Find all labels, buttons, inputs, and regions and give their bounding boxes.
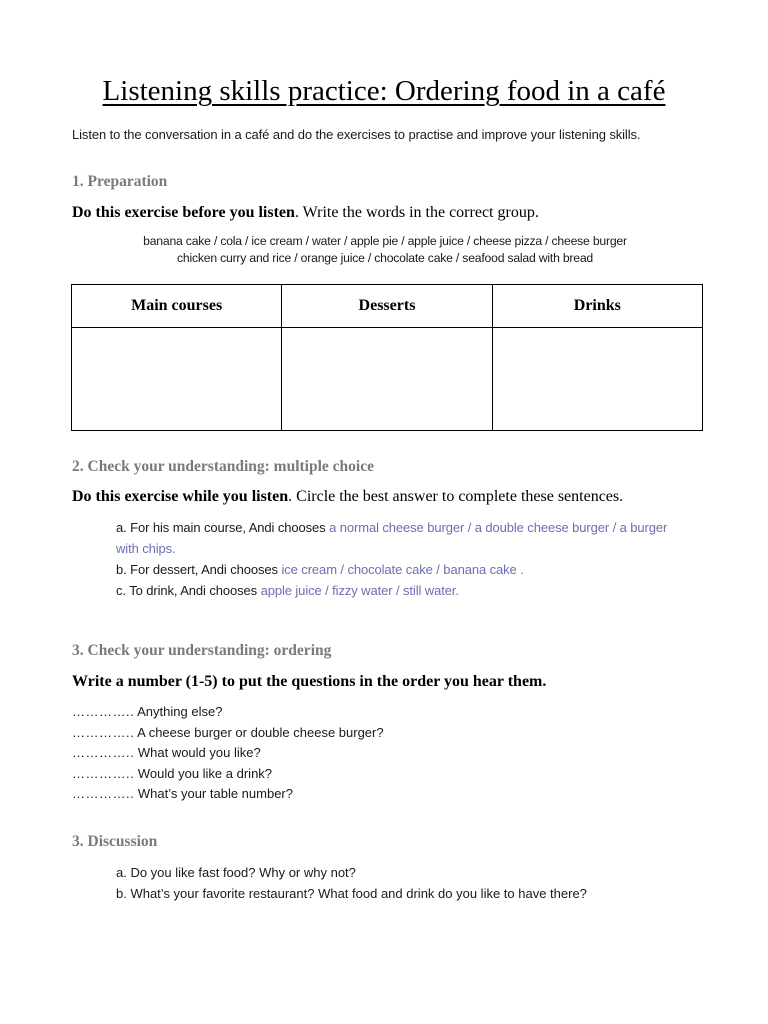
word-groups-table [71, 284, 703, 431]
cell-main-courses[interactable] [72, 328, 282, 431]
answer-blank[interactable]: ………….. [72, 745, 135, 760]
mc-item-b-prefix: b. For dessert, Andi chooses [116, 562, 282, 577]
question-text: A cheese burger or double cheese burger? [137, 724, 384, 740]
multiple-choice-instruction-bold: Do this exercise while you listen [72, 488, 289, 505]
page-title: Listening skills practice: Ordering food in a café [102, 75, 666, 107]
mc-item-a [116, 517, 676, 559]
multiple-choice-instruction-rest: . Circle the best answer to complete these sentences. [288, 488, 624, 505]
mc-item-b-options[interactable]: ice cream / chocolate cake / banana cake . [281, 562, 524, 577]
discussion-list [116, 862, 587, 904]
answer-blank[interactable]: ………….. [72, 786, 135, 801]
mc-item-c-prefix: c. To drink, Andi chooses [116, 583, 261, 598]
question-text: Anything else? [137, 704, 223, 719]
word-bank [72, 233, 698, 267]
ordering-item-2 [72, 723, 384, 744]
ordering-item-3 [72, 743, 384, 764]
mc-item-a-prefix: a. For his main course, Andi chooses [116, 520, 330, 535]
discussion-item-a: a. Do you like fast food? Why or why not? [116, 865, 356, 880]
intro-text: Listen to the conversation in a café and do the exercises to practise and improve your listening skills. [72, 127, 641, 142]
answer-blank[interactable]: ………….. [72, 724, 135, 740]
cell-drinks[interactable] [492, 328, 702, 431]
ordering-item-5 [72, 784, 384, 805]
header-drinks: Drinks [492, 285, 702, 328]
word-bank-line-2: chicken curry and rice / orange juice / chocolate cake / seafood salad with bread [176, 251, 594, 265]
mc-item-c [116, 580, 676, 601]
ordering-list [72, 702, 384, 805]
header-desserts: Desserts [282, 285, 492, 328]
mc-item-a-options[interactable]: a normal cheese burger / a double cheese burger / a burger with chips. [116, 520, 668, 556]
answer-blank[interactable]: ………….. [72, 704, 135, 719]
section-heading-discussion: 3. Discussion [72, 833, 158, 850]
cell-desserts[interactable] [282, 328, 492, 431]
discussion-item-b: b. What’s your favorite restaurant? What food and drink do you like to have there? [116, 886, 587, 901]
ordering-item-1 [72, 702, 384, 723]
word-bank-line-1: banana cake / cola / ice cream / water / apple pie / apple juice / cheese pizza / cheese burger [143, 234, 627, 248]
question-text: What’s your table number? [137, 786, 293, 801]
question-text: Would you like a drink? [137, 765, 273, 781]
preparation-instruction-bold: Do this exercise before you listen [72, 204, 295, 221]
header-main-courses: Main courses [72, 285, 282, 328]
section-heading-multiple-choice: 2. Check your understanding: multiple choice [72, 458, 374, 475]
mc-item-b [116, 559, 676, 580]
question-text: What would you like? [137, 745, 261, 760]
multiple-choice-instruction [72, 488, 623, 506]
preparation-instruction-rest: . Write the words in the correct group. [294, 204, 539, 221]
ordering-item-4 [72, 764, 384, 785]
ordering-instruction: Write a number (1-5) to put the questions in the order you hear them. [72, 673, 547, 690]
answer-blank[interactable]: ………….. [72, 765, 135, 781]
section-heading-ordering: 3. Check your understanding: ordering [72, 642, 332, 659]
section-heading-preparation: 1. Preparation [72, 173, 168, 190]
multiple-choice-list [116, 517, 676, 601]
mc-item-c-options[interactable]: apple juice / fizzy water / still water. [260, 583, 459, 598]
preparation-instruction [72, 204, 539, 222]
